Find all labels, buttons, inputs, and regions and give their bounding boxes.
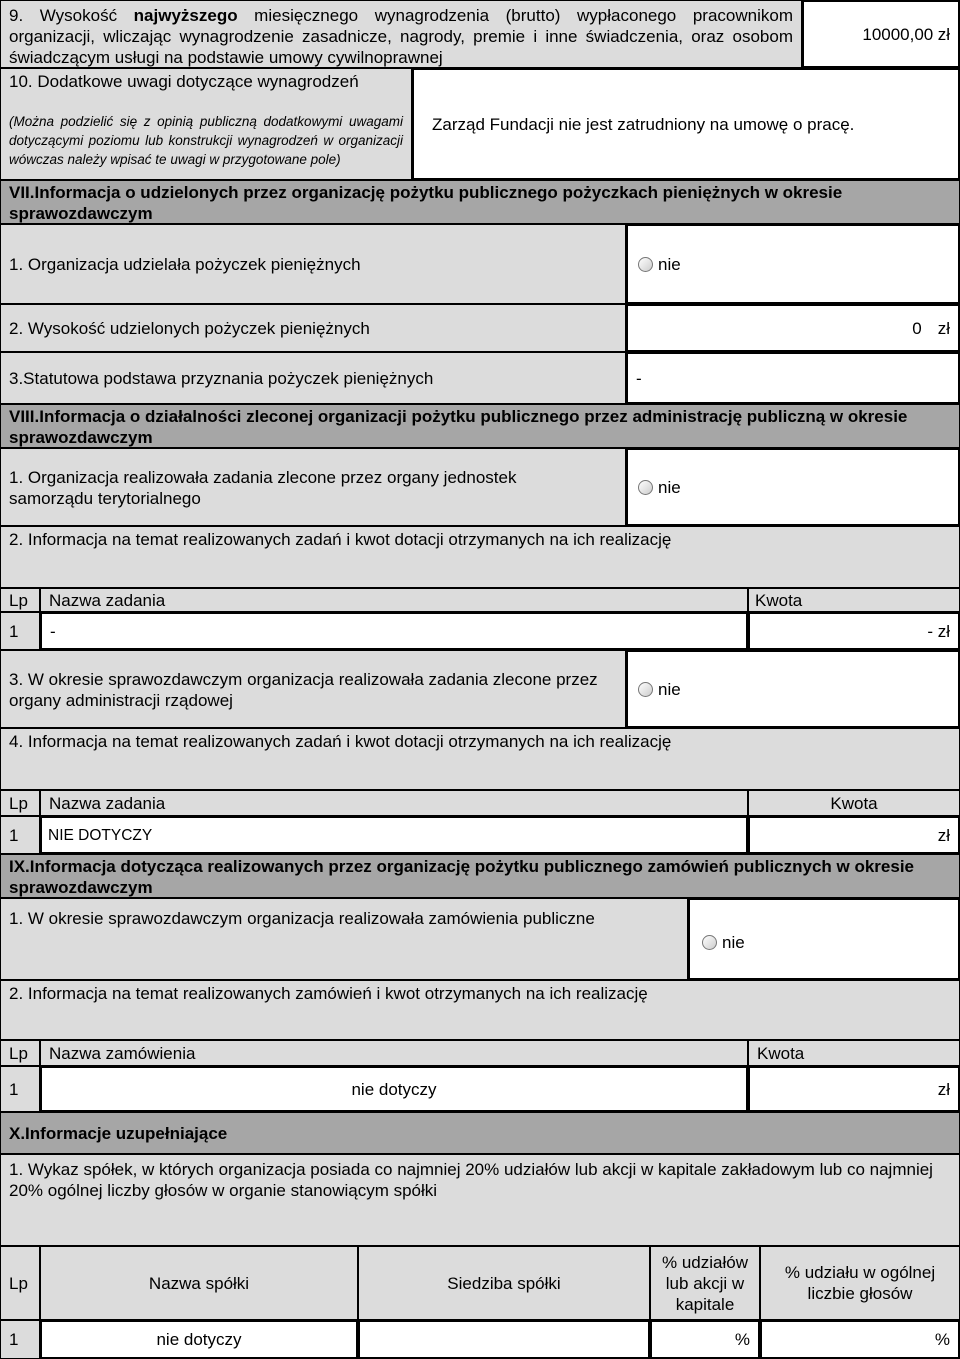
table2-row-name[interactable] <box>40 816 748 854</box>
sec7-q2-value-cell[interactable] <box>626 304 960 352</box>
q9-text-pre: 9. Wysokość <box>9 6 134 25</box>
table3-row-amount-text: zł <box>937 1079 950 1099</box>
q10-answer-cell[interactable] <box>412 68 960 180</box>
table1-col-name: Nazwa zadania <box>49 590 166 610</box>
table4-header-lp <box>0 1246 40 1320</box>
sec7-q2-label-cell <box>0 304 626 352</box>
radio-icon[interactable] <box>638 682 653 697</box>
table2-col-lp: Lp <box>9 793 28 813</box>
table4-row-shares[interactable] <box>650 1320 760 1359</box>
q9-label <box>9 5 793 68</box>
table2-header-name <box>40 790 748 816</box>
sec7-q1-value: nie <box>658 254 681 274</box>
sec9-q2-label-cell <box>0 980 960 1040</box>
q9-text-post: miesięcznego wynagrodzenia (brutto) wypłaconego pracownikom organizacji, wliczając wynagrodzenie zasadnicze, nagrody, premie i inne świadczenia, oraz osobom świadczącym usługi na podstawie umowy cywilnoprawnej <box>9 6 794 67</box>
table4-row-votes[interactable] <box>760 1320 960 1359</box>
sec8-title: VIII.Informacja o działalności zleconej organizacji pożytku publicznego przez administrację publiczną w okresie sprawozdawczym <box>9 407 908 447</box>
table1-col-lp: Lp <box>9 590 28 610</box>
table3-col-amount: Kwota <box>757 1043 805 1063</box>
sec7-title: VII.Informacja o udzielonych przez organizację pożytku publicznego pożyczkach pieniężnych w okresie sprawozdawczym <box>9 183 843 223</box>
sec8-q4-label-cell <box>0 728 960 790</box>
sec9-q1-radio-cell[interactable] <box>688 898 960 980</box>
table4-row-seat[interactable] <box>358 1320 650 1359</box>
radio-icon[interactable] <box>638 480 653 495</box>
table3-header-amount <box>748 1040 960 1066</box>
table4-header-seat <box>358 1246 650 1320</box>
table1-col-amount: Kwota <box>755 590 803 610</box>
sec8-q1-label-cell <box>0 448 626 526</box>
table2-row-lp <box>0 816 40 854</box>
table3-row-amount[interactable] <box>748 1066 960 1112</box>
table4-col-seat: Siedziba spółki <box>447 1273 561 1293</box>
sec8-header <box>0 404 960 448</box>
table4-col-shares: % udziałów lub akcji w kapitale <box>662 1252 748 1314</box>
table4-col-votes: % udziału w ogólnej liczbie głosów <box>784 1263 936 1303</box>
table3-col-name: Nazwa zamówienia <box>49 1043 196 1063</box>
table2-header-amount <box>748 790 960 816</box>
sec9-q1-label-cell <box>0 898 688 980</box>
table2-row-amount[interactable] <box>748 816 960 854</box>
sec8-q3-value: nie <box>658 679 681 699</box>
sec7-q2-label: 2. Wysokość udzielonych pożyczek pieniężnych <box>9 318 370 338</box>
q9-currency: zł <box>937 24 950 44</box>
sec8-q2-label: 2. Informacja na temat realizowanych zadań i kwot dotacji otrzymanych na ich realizację <box>9 530 672 549</box>
table3-col-lp: Lp <box>9 1043 28 1063</box>
table4-col-lp: Lp <box>9 1273 28 1293</box>
table1-header-lp <box>0 588 40 612</box>
table4-row-shares-text: % <box>734 1330 750 1349</box>
sec9-q1-value: nie <box>722 932 745 952</box>
sec8-q4-label: 4. Informacja na temat realizowanych zadań i kwot dotacji otrzymanych na ich realizację <box>9 732 672 751</box>
sec9-header <box>0 854 960 898</box>
sec8-q1-label: 1. Organizacja realizowała zadania zlecone przez organy jednostek samorządu terytorialnego <box>9 468 517 508</box>
table3-header-name <box>40 1040 748 1066</box>
table3-row-lp-text: 1 <box>9 1079 19 1099</box>
table2-row-amount-text: zł <box>937 825 950 845</box>
sec9-q1-label: 1. W okresie sprawozdawczym organizacja realizowała zamówienia publiczne <box>9 909 595 928</box>
sec7-q2-currency: zł <box>937 318 950 338</box>
table1-row-name[interactable] <box>40 612 748 650</box>
sec7-q1-label-cell <box>0 224 626 304</box>
sec9-q2-label: 2. Informacja na temat realizowanych zamówień i kwot otrzymanych na ich realizację <box>9 984 648 1003</box>
radio-icon[interactable] <box>702 935 717 950</box>
table1-row-name-text: - <box>50 621 56 641</box>
table1-row-amount[interactable] <box>748 612 960 650</box>
table3-row-name-text: nie dotyczy <box>351 1079 437 1099</box>
sec8-q1-radio-cell[interactable] <box>626 448 960 526</box>
table3-row-name[interactable] <box>40 1066 748 1112</box>
table4-row-lp-text: 1 <box>9 1330 19 1349</box>
radio-icon[interactable] <box>638 257 653 272</box>
sec10-title: X.Informacje uzupełniające <box>9 1123 228 1143</box>
q9-value: 10000,00 <box>862 24 934 44</box>
table2-col-name: Nazwa zadania <box>49 793 166 813</box>
table4-col-name: Nazwa spółki <box>148 1273 250 1293</box>
sec7-header <box>0 180 960 224</box>
sec8-q3-label-cell <box>0 650 626 728</box>
table1-row-lp-text: 1 <box>9 621 19 641</box>
q10-title: 10. Dodatkowe uwagi dotyczące wynagrodzeń <box>9 72 359 91</box>
sec8-q2-label-cell <box>0 526 960 588</box>
table2-header-lp <box>0 790 40 816</box>
q10-label-cell <box>0 68 412 180</box>
q9-text-bold: najwyższego <box>133 6 238 25</box>
table2-row-name-text: NIE DOTYCZY <box>48 826 153 844</box>
table1-header-amount <box>748 588 960 612</box>
sec7-q3-label-cell <box>0 352 626 404</box>
table4-header-shares <box>650 1246 760 1320</box>
table4-row-name[interactable] <box>40 1320 358 1359</box>
sec10-header <box>0 1112 960 1154</box>
sec10-q1-label-cell <box>0 1154 960 1246</box>
table4-row-votes-text: % <box>934 1330 950 1349</box>
table2-row-lp-text: 1 <box>9 825 19 845</box>
table3-row-lp <box>0 1066 40 1112</box>
sec7-q1-radio-cell[interactable] <box>626 224 960 304</box>
q10-answer: Zarząd Fundacji nie jest zatrudniony na umowę o pracę. <box>432 115 855 134</box>
sec8-q1-value: nie <box>658 477 681 497</box>
sec8-q3-label: 3. W okresie sprawozdawczym organizacja realizowała zadania zlecone przez organy administracji rządowej <box>9 670 598 710</box>
table2-col-amount: Kwota <box>830 793 878 813</box>
table1-row-lp <box>0 612 40 650</box>
table4-row-lp <box>0 1320 40 1359</box>
q9-label-cell <box>0 0 802 68</box>
sec7-q3-label: 3.Statutowa podstawa przyznania pożyczek pieniężnych <box>9 368 434 388</box>
table4-header-votes <box>760 1246 960 1320</box>
sec7-q3-value-cell[interactable] <box>626 352 960 404</box>
q10-hint: (Można podzielić się z opinią publiczną dodatkowymi uwagami dotyczącymi poziomu lub konstrukcji wynagrodzeń w organizacji wówczas należy wpisać te uwagi w przygotowane pole) <box>9 114 403 167</box>
table3-header-lp <box>0 1040 40 1066</box>
sec10-q1-label: 1. Wykaz spółek, w których organizacja posiada co najmniej 20% udziałów lub akcji w kapitale zakładowym lub co najmniej 20% ogólnej liczby głosów w organie stanowiącym spółki <box>9 1160 933 1200</box>
sec9-title: IX.Informacja dotycząca realizowanych przez organizację pożytku publicznego zamówień publicznych w okresie sprawozdawczym <box>9 857 915 897</box>
q9-value-cell[interactable] <box>802 0 960 68</box>
sec8-q3-radio-cell[interactable] <box>626 650 960 728</box>
sec7-q2-value: 0 <box>912 318 922 338</box>
sec7-q1-label: 1. Organizacja udzielała pożyczek pieniężnych <box>9 254 361 274</box>
table4-header-name <box>40 1246 358 1320</box>
table1-row-amount-text: - zł <box>927 621 950 641</box>
sec7-q3-value: - <box>636 368 642 388</box>
table1-header-name <box>40 588 748 612</box>
table4-row-name-text: nie dotyczy <box>156 1330 242 1349</box>
